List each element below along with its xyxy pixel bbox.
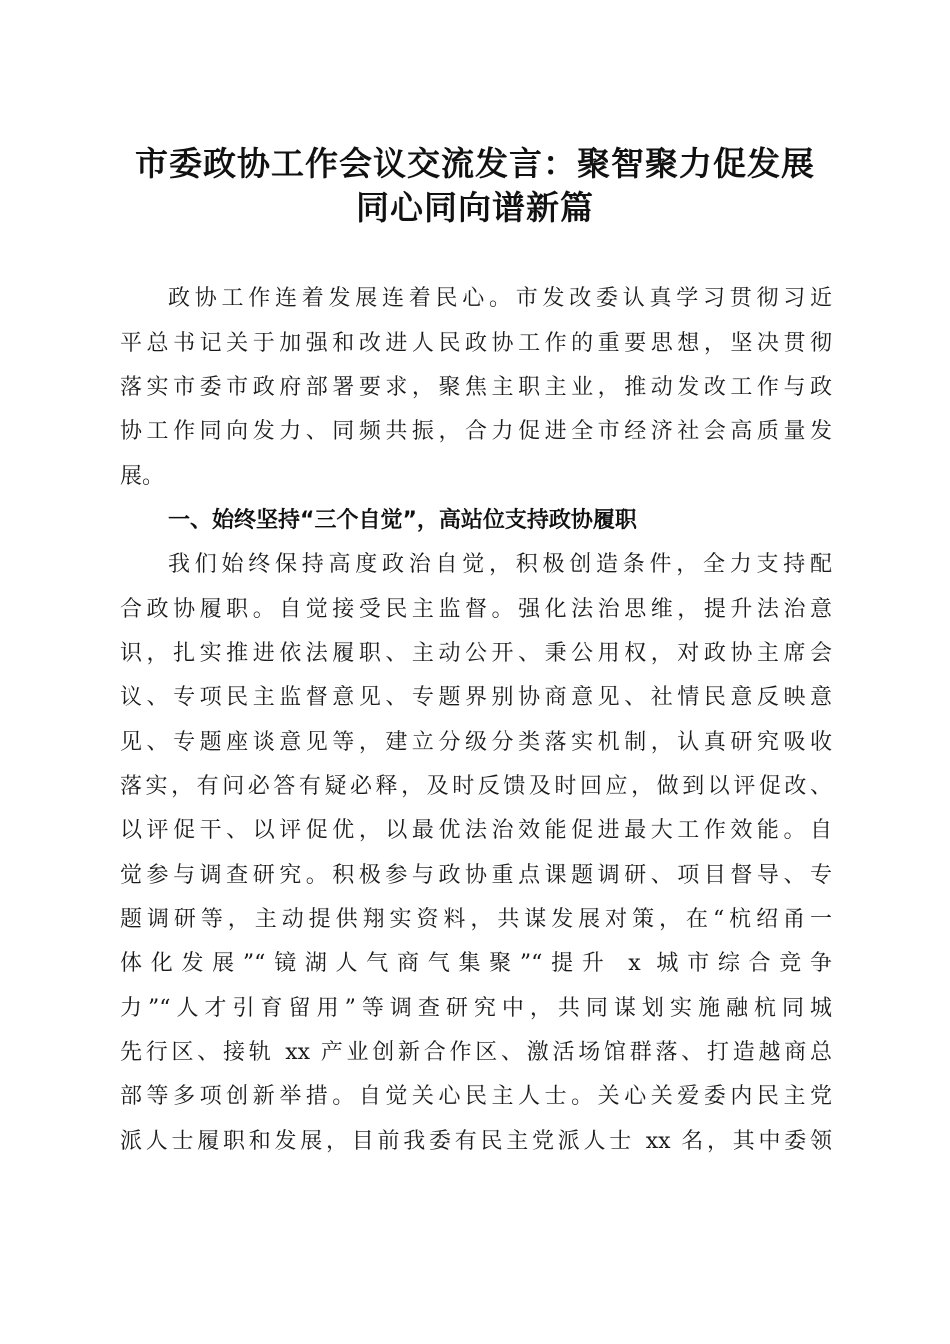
- body-line: 合政协履职。自觉接受民主监督。强化法治思维，提升法治意: [120, 597, 832, 622]
- body-line: 体化发展”“镜湖人气商气集聚”“提升 x 城市综合竞争: [120, 951, 832, 976]
- body-line: 识，扎实推进依法履职、主动公开、秉公用权，对政协主席会: [120, 641, 832, 666]
- document-title-line-1: 市委政协工作会议交流发言：聚智聚力促发展: [135, 144, 815, 183]
- body-line: 以评促干、以评促优，以最优法治效能促进最大工作效能。自: [120, 818, 832, 843]
- body-line: 派人士履职和发展，目前我委有民主党派人士 xx 名，其中委领: [120, 1129, 832, 1154]
- body-line: 我们始终保持高度政治自觉，积极创造条件，全力支持配: [168, 552, 832, 577]
- body-line: 见、专题座谈意见等，建立分级分类落实机制，认真研究吸收: [120, 730, 832, 755]
- intro-line: 平总书记关于加强和改进人民政协工作的重要思想，坚决贯彻: [120, 331, 832, 356]
- intro-line: 落实市委市政府部署要求，聚焦主职主业，推动发改工作与政: [120, 375, 832, 400]
- body-line: 题调研等，主动提供翔实资料，共谋发展对策，在“杭绍甬一: [120, 907, 832, 932]
- body-line: 部等多项创新举措。自觉关心民主人士。关心关爱委内民主党: [120, 1084, 832, 1109]
- intro-line: 政协工作连着发展连着民心。市发改委认真学习贯彻习近: [168, 286, 832, 311]
- body-line: 力”“人才引育留用”等调查研究中，共同谋划实施融杭同城: [120, 996, 832, 1021]
- intro-line: 协工作同向发力、同频共振，合力促进全市经济社会高质量发: [120, 419, 832, 444]
- body-line: 觉参与调查研究。积极参与政协重点课题调研、项目督导、专: [120, 863, 832, 888]
- body-line: 议、专项民主监督意见、专题界别协商意见、社情民意反映意: [120, 685, 832, 710]
- body-line: 先行区、接轨 xx 产业创新合作区、激活场馆群落、打造越商总: [120, 1040, 832, 1065]
- document-title-line-2: 同心同向谱新篇: [356, 188, 594, 227]
- body-line: 落实，有问必答有疑必释，及时反馈及时回应，做到以评促改、: [120, 774, 832, 799]
- intro-line: 展。: [120, 464, 165, 489]
- section-heading: 一、始终坚持“三个自觉”，高站位支持政协履职: [168, 508, 637, 533]
